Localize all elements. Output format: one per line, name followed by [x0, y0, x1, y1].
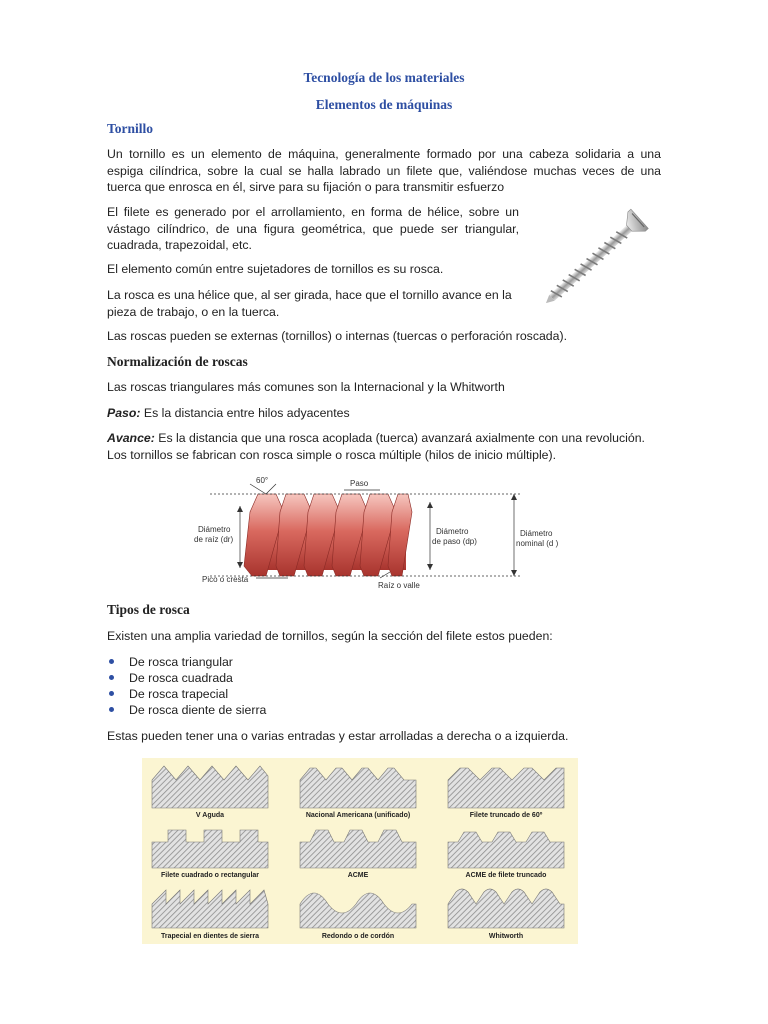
- diam-paso-label-2: de paso (dp): [432, 537, 477, 546]
- profile-label: Nacional Americana (unificado): [305, 812, 411, 819]
- list-item: De rosca trapecial: [107, 686, 266, 702]
- paso-label: Paso: [350, 479, 369, 488]
- profile-acme-truncado: [448, 832, 564, 868]
- paragraph-entradas: Estas pueden tener una o varias entradas y estar arrolladas a derecha o a izquierda.: [107, 729, 569, 743]
- diam-raiz-label-1: Diámetro: [198, 525, 231, 534]
- diam-nominal-label-1: Diámetro: [520, 529, 553, 538]
- bullet-icon: [109, 707, 114, 712]
- profile-label: Whitworth: [488, 933, 524, 940]
- angle-label: 60°: [256, 476, 269, 485]
- bullet-icon: [109, 659, 114, 664]
- paragraph-filete: [107, 204, 519, 254]
- p4-line-2: pieza de trabajo, o en la tuerca.: [107, 304, 280, 319]
- profile-label: V Aguda: [195, 812, 225, 819]
- paragraph-paso: [107, 405, 667, 422]
- paragraph-roscas-externas: Las roscas pueden se externas (tornillos) o internas (tuercas o perforación roscada).: [107, 329, 567, 343]
- list-item: De rosca triangular: [107, 654, 266, 670]
- paragraph-roscas-triangulares: Las roscas triangulares más comunes son la Internacional y la Whitworth: [107, 380, 505, 394]
- p2-line-3: cuadrada, trapezoidal, etc.: [107, 238, 252, 252]
- profile-acme: [300, 830, 416, 868]
- thread-profiles-figure: [142, 758, 578, 944]
- profile-redondo: [300, 893, 416, 928]
- profile-label: ACME de filete truncado: [465, 872, 547, 879]
- profile-nacional-americana: [300, 768, 416, 808]
- p1-line-1: Un tornillo es un elemento de máquina, generalmente formado por una cabeza solidaria a una: [107, 147, 661, 161]
- profile-truncado-60: [448, 768, 564, 808]
- p1-line-3: tuerca que enrosca en él, sirve para su fijación o para transmitir esfuerzo: [107, 180, 505, 194]
- paragraph-avance: [107, 430, 667, 463]
- p4-line-1: La rosca es una hélice que, al ser girada, hace que el tornillo avance en la: [107, 288, 512, 302]
- doc-title: Tecnología de los materiales: [303, 70, 465, 85]
- paragraph-tornillo-definition: [107, 146, 661, 196]
- doc-subtitle: Elementos de máquinas: [315, 97, 453, 112]
- p2-line-2: vástago cilíndrico, de una figura geométrica, que puede ser triangular,: [107, 221, 519, 236]
- profile-sierra: [152, 890, 268, 928]
- thread-diagram: [180, 472, 560, 594]
- profile-label: ACME: [347, 872, 369, 879]
- paso-definition: Es la distancia entre hilos adyacentes: [140, 406, 350, 420]
- diam-paso-label-1: Diámetro: [436, 527, 469, 536]
- profile-cuadrado: [152, 830, 268, 868]
- pico-label: Pico o cresta: [202, 575, 249, 584]
- profile-label: Trapecial en dientes de sierra: [160, 933, 260, 940]
- list-item: De rosca diente de sierra: [107, 702, 266, 718]
- rosca-types-list: [107, 654, 266, 718]
- profile-label: Redondo o de cordón: [321, 933, 395, 940]
- paragraph-variedad: Existen una amplia variedad de tornillos, según la sección del filete estos pueden:: [107, 629, 553, 643]
- heading-tornillo: Tornillo: [107, 121, 154, 136]
- avance-definition: Es la distancia que una rosca acoplada (tuerca) avanzará axialmente con una revolución.: [154, 431, 645, 445]
- heading-tipos-de-rosca: Tipos de rosca: [107, 602, 190, 617]
- p2-line-1: El filete es generado por el arrollamiento, en forma de hélice, sobre un: [107, 205, 519, 219]
- paragraph-fabrican: Los tornillos se fabrican con rosca simple o rosca múltiple (hilos de inicio múltiple).: [107, 447, 557, 462]
- raiz-label: Raíz o valle: [378, 581, 420, 590]
- list-item: De rosca cuadrada: [107, 670, 266, 686]
- profile-whitworth: [448, 889, 564, 928]
- diam-nominal-label-2: nominal (d ): [516, 539, 559, 548]
- profile-label: Filete cuadrado o rectangular: [160, 872, 260, 879]
- heading-normalizacion: Normalización de roscas: [107, 354, 248, 369]
- avance-term: Avance:: [107, 431, 155, 445]
- screw-image: [527, 196, 663, 322]
- bullet-icon: [109, 691, 114, 696]
- paragraph-rosca-helice: [107, 287, 519, 320]
- paso-term: Paso:: [107, 406, 141, 420]
- p1-line-2: espiga cilíndrica, sobre la cual se halla labrado un filete que, valiéndose muchas veces de una: [107, 163, 661, 178]
- profile-v-aguda: [152, 766, 268, 808]
- profile-label: Filete truncado de 60º: [469, 812, 543, 819]
- bullet-icon: [109, 675, 114, 680]
- diam-raiz-label-2: de raíz (dr): [194, 535, 234, 544]
- paragraph-elemento-comun: El elemento común entre sujetadores de tornillos es su rosca.: [107, 262, 444, 276]
